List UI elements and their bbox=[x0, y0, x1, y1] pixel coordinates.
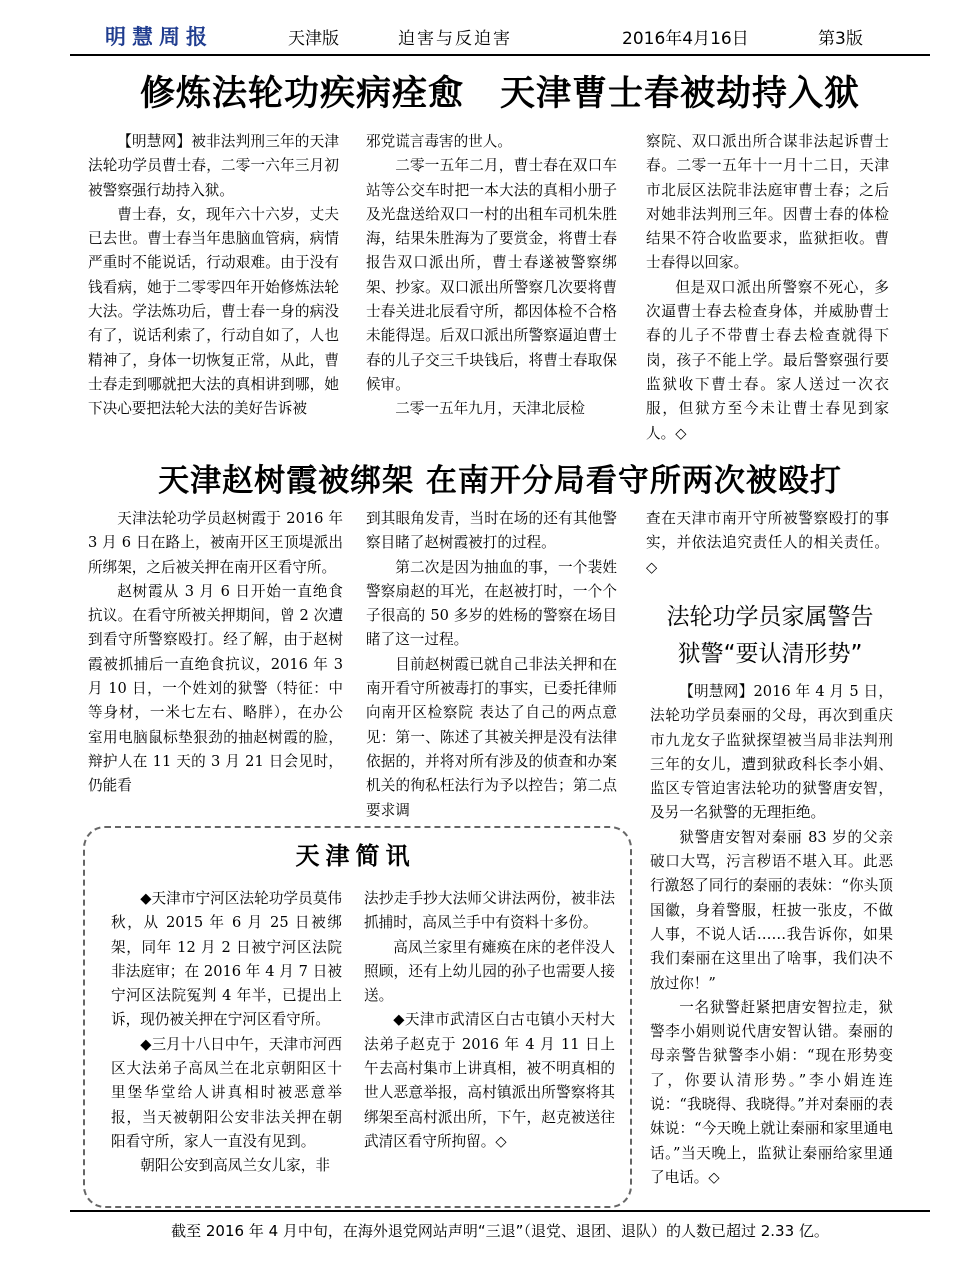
edition-label: 天津版 bbox=[288, 29, 339, 49]
brief-item: ◆三月十八日中午，天津市河西区大法弟子高凤兰在北京朝阳区十里堡华堂给人讲真相时被恶意举报，当天被朝阳公安非法关押在朝阳看守所，家人一直没有见到。 bbox=[111, 1035, 342, 1150]
briefs-column-1 bbox=[111, 887, 342, 1179]
brief-item: ◆天津市武清区白古屯镇小天村大法弟子赵克于 2016 年 4 月 11 日上午去高村集市上讲真相，被不明真相的世人恶意举报，高村镇派出所警察将其绑架至高村派出所，下午，赵克被送往武清区看守所拘留。◇ bbox=[364, 1011, 615, 1150]
brief-item: 朝阳公安到高凤兰女儿家，非 bbox=[140, 1157, 330, 1175]
article1-column-3 bbox=[646, 130, 889, 446]
article2-title: 天津赵树霞被绑架 在南开分局看守所两次被殴打 bbox=[158, 463, 842, 499]
briefs-title: 天津简讯 bbox=[295, 841, 416, 870]
paragraph: 二零一五年二月，曹士春在双口车站等公交车时把一本大法的真相小册子及光盘送给双口一村的出租车司机朱胜海，结果朱胜海为了要赏金，将曹士春报告双口派出所，曹士春遂被警察绑架、抄家。双口派出所警察几次要将曹士春关进北辰看守所，都因体检不合格未能得逞。后双口派出所警察逼迫曹士春的儿子交三千块钱后，将曹士春取保候审。 bbox=[366, 157, 617, 393]
paragraph: 一名狱警赶紧把唐安智拉走，狱警李小娟则说代唐安智认错。秦丽的母亲警告狱警李小娟：“现在形势变了，你要认清形势。”李小娟连连说：“我晓得、我晓得。”并对秦丽的表妹说：“今天晚上就让秦丽和家里通电话。”当天晚上，监狱让秦丽给家里通了电话。◇ bbox=[650, 998, 893, 1186]
article1-column-2 bbox=[366, 130, 617, 422]
paragraph: 赵树霞从 3 月 6 日开始一直绝食抗议。在看守所被关押期间，曾 2 次遭到看守所警察殴打。经了解，由于赵树霞被抓捕后一直绝食抗议，2016 年 3 月 10 日，一个姓刘的狱警（特征：中等身材，一米七左右、略胖），在办公室用电脑鼠标垫狠劲的抽赵树霞的脸，辩护人在 11 天的 3 月 21 日会见时，仍能看 bbox=[88, 582, 343, 795]
paragraph: 邪党谎言毒害的世人。 bbox=[366, 133, 512, 150]
footer-rule bbox=[70, 1210, 930, 1212]
paragraph: 查在天津市南开守所被警察殴打的事实，并依法追究责任人的相关责任。◇ bbox=[646, 510, 889, 576]
masthead bbox=[0, 0, 978, 54]
paragraph: 到其眼角发青，当时在场的还有其他警察目睹了赵树霞被打的过程。 bbox=[366, 510, 617, 552]
brief-item: 法抄走手抄大法师父讲法两份，被非法抓捕时，高凤兰手中有资料十多份。 bbox=[364, 890, 615, 932]
column-label: 迫害与反迫害 bbox=[398, 29, 512, 49]
paragraph: 天津法轮功学员赵树霞于 2016 年 3 月 6 日在路上，被南开区王顶堤派出所绑架，之后被关押在南开区看守所。 bbox=[88, 510, 343, 576]
page-number: 第3版 bbox=[818, 29, 863, 49]
article3-title-line-1: 法轮功学员家属警告 bbox=[666, 604, 874, 630]
paragraph: 察院、双口派出所合谋非法起诉曹士春。二零一五年十一月十二日，天津市北辰区法院非法庭审曹士春；之后对她非法判刑三年。因曹士春的体检结果不符合收监要求，监狱拒收。曹士春得以回家。 bbox=[646, 133, 889, 272]
paragraph: 二零一五年九月，天津北辰检 bbox=[395, 400, 585, 418]
paragraph: 【明慧网】被非法判刑三年的天津法轮功学员曹士春，二零一六年三月初被警察强行劫持入狱。 bbox=[88, 133, 339, 199]
brief-item: 高凤兰家里有瘫痪在床的老伴没人照顾，还有上幼儿园的孙子也需要人接送。 bbox=[364, 938, 615, 1005]
paragraph: 但是双口派出所警察不死心，多次逼曹士春去检查身体，并威胁曹士春的儿子不带曹士春去检查就得下岗，孩子不能上学。最后警察强行要监狱收下曹士春。家人送过一次衣服，但狱方至今未让曹士春见到家人。◇ bbox=[646, 278, 889, 442]
article2-column-2 bbox=[366, 507, 617, 823]
paragraph: 第二次是因为抽血的事，一个裴姓警察扇赵的耳光，在赵被打时，一个个子很高的 50 多岁的姓杨的警察在场目睹了这一过程。 bbox=[366, 558, 617, 649]
article1-title: 修炼法轮功疾病痊愈 天津曹士春被劫持入狱 bbox=[139, 73, 860, 114]
briefs-column-2 bbox=[364, 887, 615, 1154]
brief-item: ◆天津市宁河区法轮功学员莫伟秋，从 2015 年 6 月 25 日被绑架，同年 12 月 2 日被宁河区法院非法庭审；在 2016 年 4 月 7 日被宁河区法院冤判 4 年半，已提出上诉，现仍被关押在宁河区看守所。 bbox=[111, 890, 342, 1029]
paragraph: 曹士春，女，现年六十六岁，丈夫已去世。曹士春当年患脑血管病，病情严重时不能说话，行动艰难。由于没有钱看病，她于二零零四年开始修炼法轮大法。学法炼功后，曹士春一身的病没有了，说话利索了，行动自如了，人也精神了，身体一切恢复正常，从此，曹士春走到哪就把大法的真相讲到哪，她下决心要把法轮大法的美好告诉被 bbox=[88, 205, 339, 418]
paragraph: 狱警唐安智对秦丽 83 岁的父亲破口大骂，污言秽语不堪入耳。此恶行激怒了同行的秦丽的表妹：“你头顶国徽，身着警服，枉披一张皮，不做人事，不说人话……我告诉你，如果我们秦丽在这里出了啥事，我们决不放过你！” bbox=[650, 828, 893, 992]
article2-column-3 bbox=[646, 507, 889, 580]
article1-column-1 bbox=[88, 130, 339, 422]
paragraph: 【明慧网】2016 年 4 月 5 日，法轮功学员秦丽的父母，再次到重庆市九龙女子监狱探望被当局非法判刑三年的女儿，遭到狱政科长李小娟、监区专管迫害法轮功的狱警唐安智，及另一名狱警的无理拒绝。 bbox=[650, 683, 893, 822]
article3-title-line-2: 狱警“要认清形势” bbox=[677, 641, 863, 667]
publication-logo: 明慧周报 bbox=[105, 24, 213, 49]
footer-note: 截至 2016 年 4 月中旬，在海外退党网站声明“三退”（退党、退团、退队）的人数已超过 2.33 亿。 bbox=[171, 1222, 829, 1240]
header-rule bbox=[70, 54, 930, 56]
issue-date: 2016年4月16日 bbox=[622, 29, 749, 49]
article2-column-1 bbox=[88, 507, 343, 799]
paragraph: 目前赵树霞已就自己非法关押和在南开看守所被毒打的事实，已委托律师向南开区检察院 表达了自己的两点意见：第一、陈述了其被关押是没有法律依据的，并将对所有涉及的侦查和办案机关的徇私枉法行为予以控告；第二点要求调 bbox=[366, 655, 617, 819]
article3-body bbox=[650, 680, 893, 1190]
